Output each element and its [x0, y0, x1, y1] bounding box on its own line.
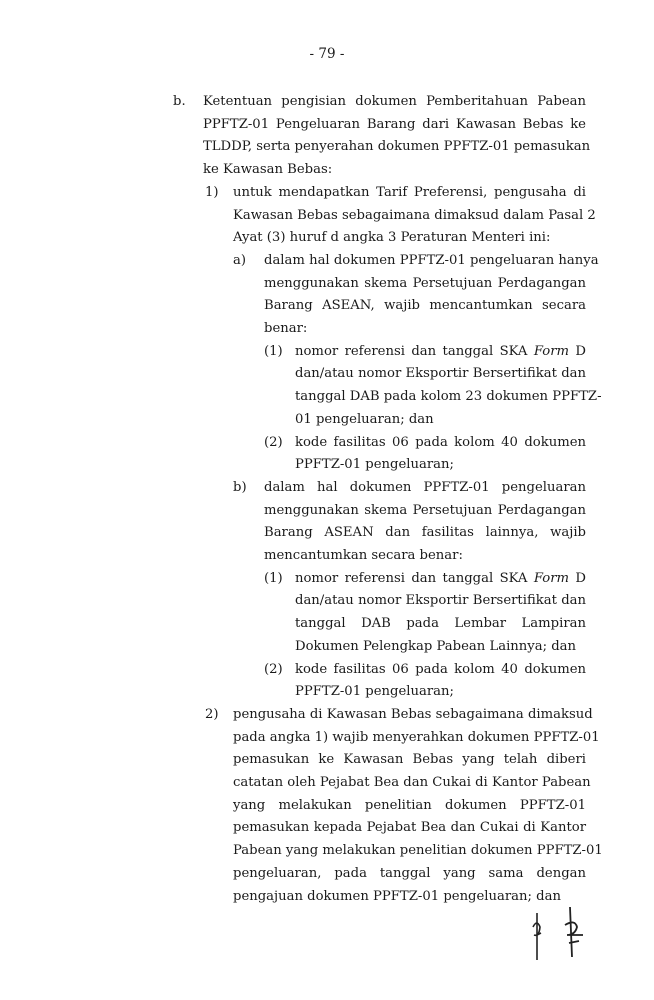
- text-line: Pabean yang melakukan penelitian dokumen PPFTZ-01: [233, 843, 603, 859]
- list-marker: (1): [264, 570, 283, 586]
- text-line: tanggal DAB pada kolom 23 dokumen PPFTZ-: [295, 389, 602, 405]
- list-marker: 1): [205, 184, 219, 200]
- text-line: Barang ASEAN dan fasilitas lainnya, wajib: [264, 525, 586, 541]
- text-line: Kawasan Bebas sebagaimana dimaksud dalam Pasal 2: [233, 207, 596, 223]
- text-line: menggunakan skema Persetujuan Perdagangan: [264, 502, 586, 518]
- text-line: menggunakan skema Persetujuan Perdagangan: [264, 275, 586, 291]
- text-line: Ketentuan pengisian dokumen Pemberitahuan Pabean: [203, 94, 586, 109]
- text-line: pengusaha di Kawasan Bebas sebagaimana dimaksud: [233, 706, 593, 722]
- italic-term: Form: [533, 570, 570, 586]
- text-line: nomor referensi dan tanggal SKA Form D: [295, 570, 587, 586]
- text-line: untuk mendapatkan Tarif Preferensi, pengusaha di: [233, 184, 586, 200]
- text-line: ke Kawasan Bebas:: [203, 162, 333, 178]
- text-line: benar:: [264, 321, 308, 336]
- text-line: pengajuan dokumen PPFTZ-01 pengeluaran; dan: [233, 888, 561, 904]
- text-line: Ayat (3) huruf d angka 3 Peraturan Menteri ini:: [233, 230, 551, 246]
- list-marker: (1): [264, 343, 283, 359]
- list-marker: (2): [264, 434, 283, 450]
- text-line: catatan oleh Pejabat Bea dan Cukai di Kantor Pabean: [233, 775, 591, 790]
- text-line: mencantumkan secara benar:: [264, 548, 463, 563]
- text-line: Barang ASEAN, wajib mencantumkan secara: [264, 298, 586, 314]
- text-line: PPFTZ-01 pengeluaran;: [295, 457, 454, 473]
- list-marker: b.: [173, 94, 186, 109]
- text-line: yang melakukan penelitian dokumen PPFTZ-01: [233, 797, 586, 813]
- list-marker: (2): [264, 661, 283, 677]
- text-line: PPFTZ-01 pengeluaran;: [295, 684, 454, 700]
- page-number: - 79 -: [309, 46, 345, 62]
- text-line: kode fasilitas 06 pada kolom 40 dokumen: [295, 661, 586, 677]
- text-line: 01 pengeluaran; dan: [295, 411, 434, 427]
- text-line: pemasukan kepada Pejabat Bea dan Cukai di Kantor: [233, 820, 586, 836]
- text-line: dan/atau nomor Eksportir Bersertifikat dan: [295, 366, 586, 382]
- signature-initials: [525, 905, 595, 965]
- text-line: PPFTZ-01 Pengeluaran Barang dari Kawasan Bebas ke: [203, 116, 586, 132]
- text-line: nomor referensi dan tanggal SKA Form D: [295, 343, 587, 359]
- text-line: pemasukan ke Kawasan Bebas yang telah diberi: [233, 752, 586, 768]
- italic-term: Form: [533, 343, 570, 359]
- list-marker: b): [233, 479, 247, 495]
- text-line: TLDDP, serta penyerahan dokumen PPFTZ-01 pemasukan: [203, 139, 591, 155]
- text-line: dalam hal dokumen PPFTZ-01 pengeluaran hanya: [264, 252, 599, 268]
- text-line: kode fasilitas 06 pada kolom 40 dokumen: [295, 434, 586, 450]
- text-line: pada angka 1) wajib menyerahkan dokumen PPFTZ-01: [233, 729, 600, 745]
- text-line: dan/atau nomor Eksportir Bersertifikat dan: [295, 593, 586, 609]
- text-line: pengeluaran, pada tanggal yang sama dengan: [233, 865, 586, 881]
- text-line: dalam hal dokumen PPFTZ-01 pengeluaran: [264, 479, 586, 495]
- list-marker: a): [233, 252, 247, 268]
- text-line: Dokumen Pelengkap Pabean Lainnya; dan: [295, 638, 577, 654]
- list-marker: 2): [205, 706, 219, 722]
- text-line: tanggal DAB pada Lembar Lampiran: [295, 616, 586, 632]
